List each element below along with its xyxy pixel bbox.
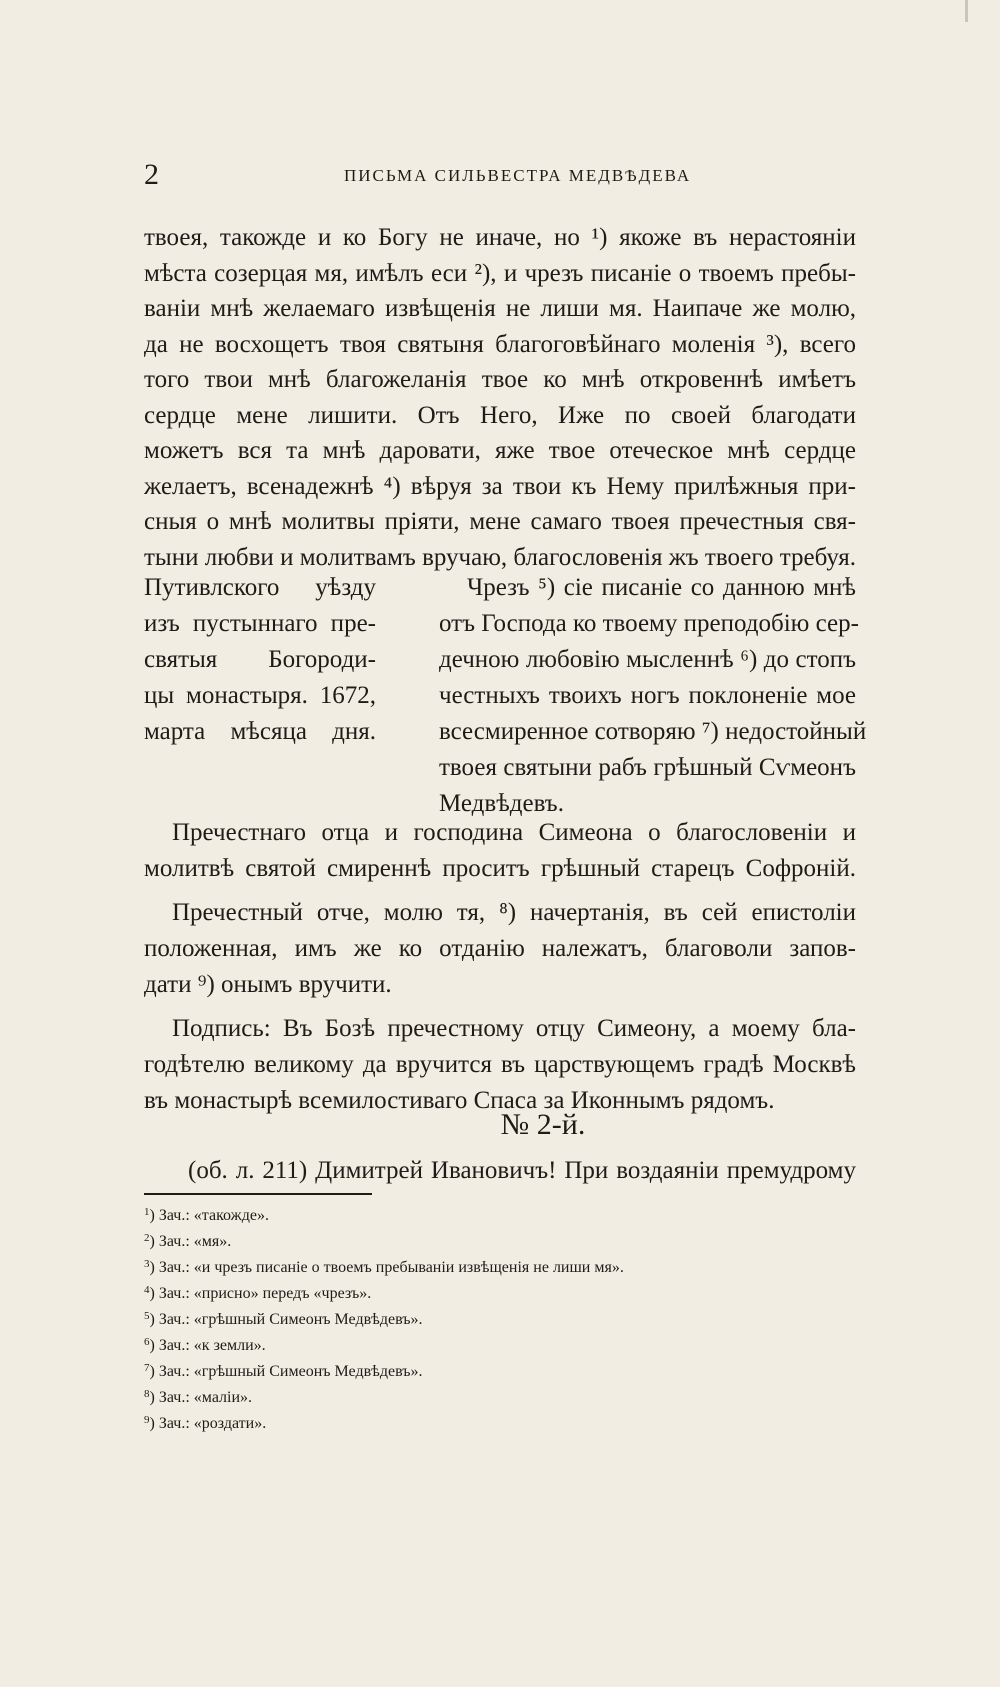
footnote-number: 5 bbox=[144, 1310, 150, 1322]
text-line: желаетъ, всенадежнѣ ⁴) вѣруя за твои къ Нему прилѣжныя при- bbox=[144, 472, 856, 500]
text-line: дати ⁹) онымъ вручити. bbox=[144, 971, 392, 998]
text-line: Путивлского уѣзду bbox=[144, 574, 376, 601]
text-line: молитвѣ святой смиреннѣ проситъ грѣшный старецъ Софронiй. bbox=[144, 855, 856, 882]
two-column-section bbox=[144, 570, 867, 817]
footnote-number: 6 bbox=[144, 1336, 150, 1348]
text-line: можетъ вся та мнѣ даровати, яже твое отеческое мнѣ сердце bbox=[144, 437, 856, 464]
text-line: твоея, такожде и ко Богу не иначе, но ¹) якоже въ нерастоянiи bbox=[144, 224, 856, 251]
footnote-number: 4 bbox=[144, 1284, 150, 1296]
section-title-text: № 2-й. bbox=[500, 1108, 586, 1141]
footnote: $^1$) Зач.: «такожде». bbox=[144, 1206, 269, 1224]
text-line: ванiи мнѣ желаемаго извѣщенiя не лиши мя. Наипаче же молю, bbox=[144, 295, 856, 322]
text-line: святыя Богороди- bbox=[144, 646, 376, 673]
signature-column bbox=[439, 570, 867, 822]
text-line: Пречестнаго отца и господина Симеона о благословенiи и bbox=[172, 819, 856, 846]
text-line: Чрезъ ⁵) сiе писанiе со данною мнѣ bbox=[467, 574, 856, 601]
text-line: да не восхощетъ твоя святыня благоговѣйнаго моленiя ³), всего bbox=[144, 330, 856, 358]
text-line: тыни любви и молитвамъ вручаю, благословенiя жъ твоего требуя. bbox=[144, 543, 856, 571]
footnotes bbox=[144, 1203, 856, 1437]
footnote: $^4$) Зач.: «присно» передъ «чрезъ». bbox=[144, 1284, 372, 1302]
text-line: того твои мнѣ благожеланiя твое ко мнѣ откровеннѣ имѣетъ bbox=[144, 366, 856, 393]
text-line: цы монастыря. 1672, bbox=[144, 682, 376, 709]
section-title bbox=[0, 1108, 1000, 1142]
running-title: ПИСЬМА СИЛЬВЕСТРА МЕДВѢДЕВА bbox=[344, 166, 692, 185]
footnote: $^3$) Зач.: «и чрезъ писанiе о твоемъ пребыванiи извѣщенiя не лиши мя». bbox=[144, 1258, 624, 1276]
text-line: дечною любовiю мысленнѣ ⁶) до стопъ bbox=[439, 646, 856, 673]
footnote-text: Зач.: «грѣшный Симеонъ Медвѣдевъ». bbox=[158, 1363, 423, 1380]
letter-opening-line bbox=[144, 1157, 856, 1185]
footnote-number: 7 bbox=[144, 1362, 150, 1374]
text-line: всесмиренное сотворяю ⁷) недостойный bbox=[439, 718, 867, 745]
text-line: марта мѣсяца дня. bbox=[144, 718, 376, 745]
text-line: Медвѣдевъ. bbox=[439, 790, 564, 817]
place-date-column bbox=[144, 570, 376, 750]
text-line: Пречестный отче, молю тя, ⁸) начертанiя, въ сей епистолiи bbox=[172, 899, 856, 926]
footnote-number: 1 bbox=[144, 1206, 150, 1218]
text-line: положенная, имъ же ко отданiю належатъ, благоволи запов- bbox=[144, 935, 856, 962]
text-line: мѣста созерцая мя, имѣлъ еси ²), и чрезъ писанiе о твоемъ пребы- bbox=[144, 259, 856, 287]
footnote-rule bbox=[144, 1193, 372, 1195]
footnote-number: 2 bbox=[144, 1232, 150, 1244]
footnote-text: Зач.: «малiи». bbox=[158, 1389, 253, 1406]
footnote: $^2$) Зач.: «мя». bbox=[144, 1232, 232, 1250]
footnote-text: Зач.: «к земли». bbox=[158, 1337, 266, 1354]
closing-paragraphs bbox=[144, 815, 856, 1119]
footnote-number: 9 bbox=[144, 1414, 150, 1426]
footnote: $^8$) Зач.: «малiи». bbox=[144, 1388, 253, 1406]
footnote-text: Зач.: «мя». bbox=[158, 1233, 232, 1250]
text-line: сердце мене лишити. Отъ Него, Иже по своей благодати bbox=[144, 401, 856, 429]
footnote: $^7$) Зач.: «грѣшный Симеонъ Медвѣдевъ». bbox=[144, 1362, 423, 1380]
footnote-number: 8 bbox=[144, 1388, 150, 1400]
text-line: сныя о мнѣ молитвы прiяти, мене самаго твоея пречестныя свя- bbox=[144, 508, 856, 535]
binding-mark bbox=[965, 0, 968, 22]
text-line: твоея святыни рабъ грѣшный Сѵмеонъ bbox=[439, 754, 856, 781]
footnote: $^9$) Зач.: «роздати». bbox=[144, 1414, 267, 1432]
footnote-text: Зач.: «присно» передъ «чрезъ». bbox=[158, 1285, 372, 1302]
footnote-text: Зач.: «и чрезъ писанiе о твоемъ пребыванiи извѣщенiя не лиши мя». bbox=[158, 1259, 624, 1276]
text-line: честныхъ твоихъ ногъ поклоненiе мое bbox=[439, 682, 856, 709]
footnote: $^6$) Зач.: «к земли». bbox=[144, 1336, 266, 1354]
main-paragraph bbox=[144, 220, 856, 575]
text-line: Подпись: Въ Бозѣ пречестному отцу Симеону, а моему бла- bbox=[172, 1015, 856, 1042]
page-header bbox=[144, 158, 856, 198]
footnote-text: Зач.: «грѣшный Симеонъ Медвѣдевъ». bbox=[158, 1311, 423, 1328]
text-line: отъ Господа ко твоему преподобiю сер- bbox=[439, 610, 859, 637]
footnote-text: Зач.: «роздати». bbox=[158, 1415, 267, 1432]
text-line: (об. л. 211) Димитрей Ивановичъ! При воздаянiи премудрому bbox=[188, 1157, 856, 1184]
text-line: въ монастырѣ всемилостиваго Спаса за Иконнымъ рядомъ. bbox=[144, 1087, 775, 1114]
footnote: $^5$) Зач.: «грѣшный Симеонъ Медвѣдевъ». bbox=[144, 1310, 423, 1328]
footnote-text: Зач.: «такожде». bbox=[158, 1207, 269, 1224]
text-line: изъ пустыннаго пре- bbox=[144, 610, 376, 637]
text-line: годѣтелю великому да вручится въ царствующемъ градѣ Москвѣ bbox=[144, 1051, 856, 1078]
page-number: 2 bbox=[144, 158, 159, 191]
footnote-number: 3 bbox=[144, 1258, 150, 1270]
